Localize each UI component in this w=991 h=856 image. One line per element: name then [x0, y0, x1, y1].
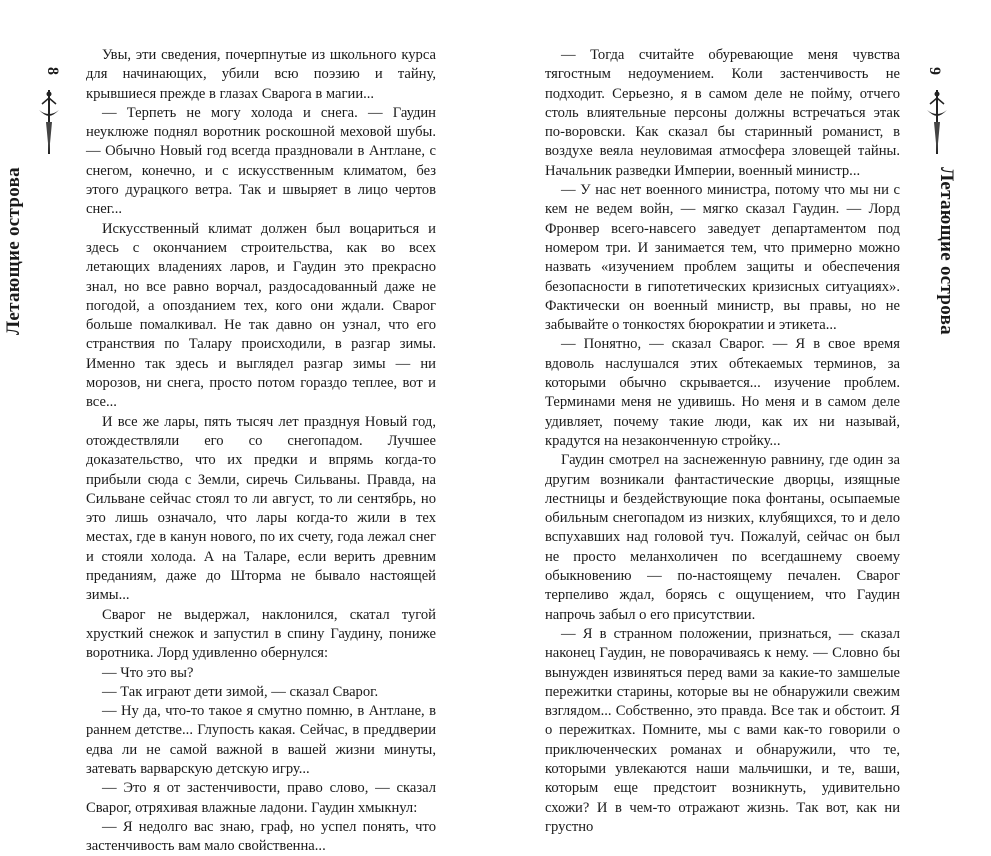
paragraph: Увы, эти сведения, почерпнутые из школьного курса для начинающих, убили всю поэзию и тайну, крывшиеся прежде в глазах Сварога в магии...	[86, 47, 436, 102]
running-head-right: Летающие острова	[935, 167, 957, 335]
paragraph: — Что это вы?	[102, 664, 194, 681]
paragraph: — Так играют дети зимой, — сказал Сварог.	[102, 683, 379, 700]
paragraph: — Тогда считайте обуревающие меня чувства тягостным недоумением. Коли застенчивость не подходит. Серьезно, я в самом деле не пойму, отчего столь влиятельные персоны должны встречаться этак по-воровски. Как сказал бы старинный романист, в воздухе веяла неуловимая атмосфера зловещей тайны. Начальник разведки Империи, военный министр...	[545, 47, 900, 179]
left-page-body	[86, 46, 436, 855]
paragraph: — Я недолго вас знаю, граф, но успел понять, что застенчивость вам мало свойственна...	[86, 818, 436, 855]
dagger-ornament-icon	[924, 88, 950, 158]
page-number-left: 8	[44, 67, 61, 75]
running-head-left: Летающие острова	[2, 167, 24, 335]
dagger-ornament-icon	[36, 88, 62, 158]
paragraph: Сварог не выдержал, наклонился, скатал тугой хрусткий снежок и запустил в спину Гаудину, пониже воротника. Лорд удивленно обернулся:	[86, 606, 436, 662]
paragraph: Искусственный климат должен был воцариться и здесь с окончанием строительства, как во всех летающих владениях ларов, и Гаудин это прекрасно знал, но все равно ворчал, раздосадованный даже не погодой, а опозданием тех, кого они ждали. Сварог больше помалкивал. Не так давно он узнал, что его странствия по Талару происходили, в разгар зимы. Именно так здесь и выглядел разгар зимы — ни морозов, ни снега, просто потом гораздо теплее, вот и все...	[86, 220, 436, 411]
paragraph: — Ну да, что-то такое я смутно помню, в Антлане, в раннем детстве... Глупость какая. Сейчас, в преддверии едва ли не самой важной в вашей жизни минуты, затевать варварскую детскую игру...	[86, 703, 436, 777]
paragraph: — У нас нет военного министра, потому что мы ни с кем не ведем войн, — мягко сказал Гаудин. — Лорд Фронвер всего-навсего заведует департаментом под номером три. И занимается тем, что примерно можно назвать «изучением проблем защиты и обеспечения безопасности в гипотетических кризисных ситуациях». Фактически он военный министр, вы правы, но не забывайте о тонкостях бюрократии и этикета...	[545, 182, 900, 334]
paragraph: — Это я от застенчивости, право слово, — сказал Сварог, отряхивая влажные ладони. Гаудин хмыкнул:	[86, 780, 436, 816]
page-number-right: 9	[926, 67, 943, 75]
right-page-body	[545, 46, 900, 835]
paragraph: Гаудин смотрел на заснеженную равнину, где один за другим возникали фантастические дворцы, изящные лестницы и бездействующие пока фонтаны, осыпаемые обильным снегопадом из низких, клубящихся, то и дело вспухавших над головой туч. Пожалуй, сейчас он был не просто меланхоличен по всегдашнему своему обыкновению — по-настоящему печален. Сварог терпеливо ждал, борясь с ощущением, что Гаудин напрочь забыл о его присутствии.	[545, 452, 900, 623]
paragraph: — Терпеть не могу холода и снега. — Гаудин неуклюже поднял воротник роскошной меховой шубы. — Обычно Новый год всегда праздновали в Антлане, с снегом, конечно, и с искусственным климатом, без этого дурацкого ветра. Так и швыряет в лицо чертов снег...	[86, 104, 436, 218]
paragraph: — Понятно, — сказал Сварог. — Я в свое время вдоволь наслушался этих обтекаемых терминов, за которыми обычно скрывается... изучение проблем. Терминами меня не удивишь. Но меня и в самом деле удивляет, почему такие люди, как их ни называй, крадутся на незаконченную стройку...	[545, 336, 900, 449]
paragraph: И все же лары, пять тысяч лет празднуя Новый год, отождествляли его со снегопадом. Лучшее доказательство, что их предки и впрямь когда-то прибыли сюда с Земли, сиречь Сильваны. Правда, на Сильване сейчас стоял то ли август, то ли сентябрь, но это лишь означало, что лары когда-то жили в тех местах, где в канун нового, по их счету, года лежал снег и стояли холода. А на Таларе, если верить древним преданиям, даже до Шторма не бывало настоящей зимы...	[86, 413, 436, 604]
paragraph: — Я в странном положении, признаться, — сказал наконец Гаудин, не поворачиваясь к нему. — Словно бы вынужден извиняться перед вами за какие-то замшелые пережитки старины, которые вы не обнаружили свежим взглядом... Собственно, это правда. Все так и обстоит. Я о пережитках. Помните, мы с вами как-то говорили о приключенческих романах и обнаружили, что те, которыми увлекаются наши мальчишки, и те, ваши, которым еще предстоит возникнуть, удивительно схожи? И в чем-то отражают жизнь. Так вот, как ни грустно	[545, 625, 900, 835]
